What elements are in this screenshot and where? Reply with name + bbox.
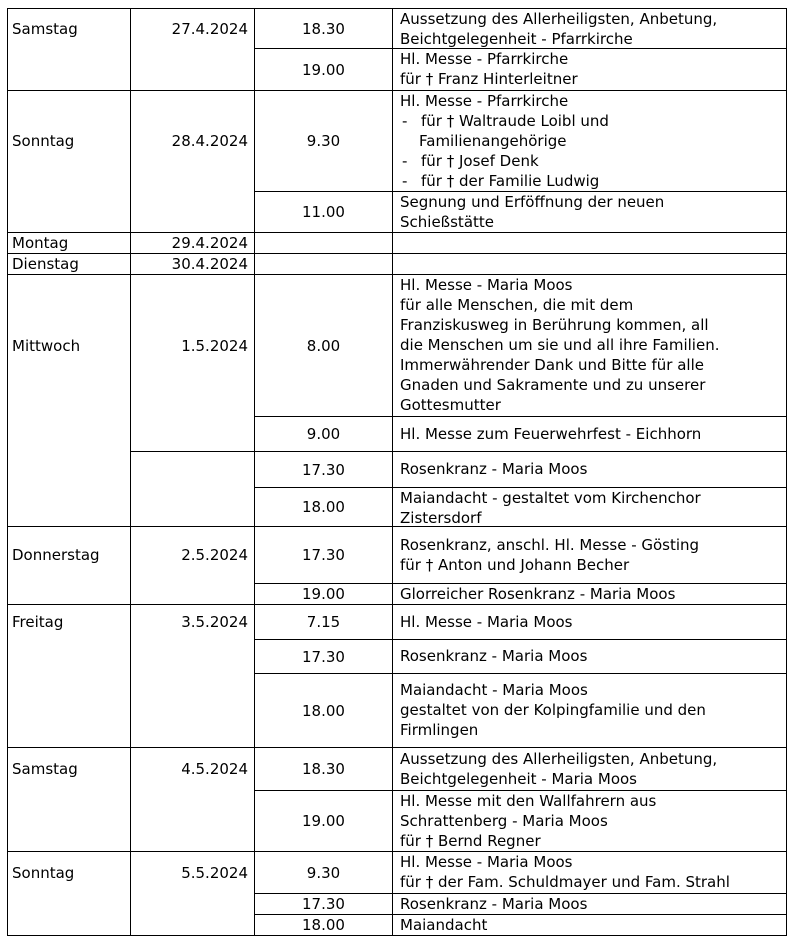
row-divider <box>7 253 787 254</box>
time-cell: 18.00 <box>302 498 345 516</box>
description-line: Glorreicher Rosenkranz - Maria Moos <box>400 585 676 603</box>
description-cell <box>393 915 786 935</box>
description-line: Hl. Messe - Pfarrkirche <box>400 50 569 68</box>
day-cell: Freitag <box>12 613 64 631</box>
description-line: Firmlingen <box>400 721 479 739</box>
description-line: für alle Menschen, die mit dem <box>400 296 634 314</box>
description-cell <box>393 417 786 451</box>
time-cell: 17.30 <box>302 647 345 666</box>
description-line: Maiandacht <box>400 916 488 934</box>
description-line: Hl. Messe - Maria Moos <box>400 613 573 631</box>
description-line: Aussetzung des Allerheiligsten, Anbetung, <box>400 750 718 768</box>
description-line: - für † der Familie Ludwig <box>402 172 600 190</box>
description-cell <box>393 527 786 583</box>
time-cell: 19.00 <box>302 585 345 603</box>
time-cell <box>255 233 392 253</box>
time-cell: 17.30 <box>302 895 345 913</box>
column-divider <box>392 8 393 936</box>
row-divider <box>254 487 787 488</box>
row-divider <box>7 274 787 275</box>
description-cell <box>393 9 786 48</box>
time-cell: 8.00 <box>306 336 341 355</box>
time-cell: 18.00 <box>302 916 345 934</box>
description-line: die Menschen um sie und all ihre Familien. <box>400 336 720 354</box>
description-cell <box>393 894 786 914</box>
row-divider <box>254 451 787 452</box>
description-line: Hl. Messe - Maria Moos <box>400 853 573 871</box>
description-line: Schrattenberg - Maria Moos <box>400 812 608 830</box>
row-divider <box>7 232 787 233</box>
description-line: Rosenkranz - Maria Moos <box>400 895 588 913</box>
description-line: für † Franz Hinterleitner <box>400 70 578 88</box>
date-cell: 1.5.2024 <box>181 336 248 355</box>
description-cell <box>393 488 786 526</box>
description-line: Segnung und Erföffnung der neuen <box>400 193 665 211</box>
description-line: gestaltet von der Kolpingfamilie und den <box>400 701 706 719</box>
date-cell: 28.4.2024 <box>171 132 248 150</box>
row-divider <box>254 639 787 640</box>
description-cell <box>393 254 786 274</box>
row-divider <box>254 416 787 417</box>
time-cell <box>255 254 392 274</box>
description-line: Aussetzung des Allerheiligsten, Anbetung, <box>400 10 718 28</box>
row-divider <box>7 935 787 936</box>
day-cell: Sonntag <box>12 863 75 882</box>
description-line: Beichtgelegenheit - Pfarrkirche <box>400 30 633 48</box>
description-line: Hl. Messe - Pfarrkirche <box>400 92 569 110</box>
time-cell: 19.00 <box>302 60 345 79</box>
row-divider <box>254 48 787 49</box>
time-cell: 9.30 <box>306 132 341 150</box>
day-cell: Samstag <box>12 760 78 778</box>
description-cell <box>393 275 786 416</box>
description-line: für † der Fam. Schuldmayer und Fam. Strahl <box>400 873 730 891</box>
date-cell: 30.4.2024 <box>171 255 248 273</box>
description-line: Franziskusweg in Berührung kommen, all <box>400 316 709 334</box>
description-cell <box>393 748 786 790</box>
description-line: Rosenkranz, anschl. Hl. Messe - Gösting <box>400 536 700 554</box>
description-line: Beichtgelegenheit - Maria Moos <box>400 770 637 788</box>
row-divider <box>130 451 255 452</box>
description-line: - für † Waltraude Loibl und <box>402 112 609 130</box>
time-cell: 17.30 <box>302 460 345 479</box>
description-cell <box>393 791 786 851</box>
day-cell: Sonntag <box>12 132 75 150</box>
description-cell <box>393 233 786 253</box>
description-cell <box>393 452 786 487</box>
description-cell <box>393 640 786 673</box>
description-cell <box>393 605 786 639</box>
row-divider <box>254 191 787 192</box>
time-cell: 9.00 <box>306 425 341 443</box>
row-divider <box>254 583 787 584</box>
row-divider <box>254 914 787 915</box>
column-divider <box>786 8 787 936</box>
row-divider <box>7 851 787 852</box>
description-line: Hl. Messe - Maria Moos <box>400 276 573 294</box>
row-divider <box>7 526 787 527</box>
row-divider <box>7 8 787 9</box>
description-line: Hl. Messe zum Feuerwehrfest - Eichhorn <box>400 425 702 443</box>
description-line: Maiandacht - Maria Moos <box>400 681 588 699</box>
description-cell <box>393 584 786 604</box>
date-cell: 27.4.2024 <box>171 19 248 38</box>
description-line: für † Bernd Regner <box>400 832 541 850</box>
time-cell: 18.00 <box>302 701 345 720</box>
description-cell <box>393 49 786 90</box>
time-cell: 9.30 <box>306 863 341 882</box>
description-line: Zistersdorf <box>400 509 482 526</box>
time-cell: 18.30 <box>302 760 345 778</box>
date-cell: 3.5.2024 <box>181 613 248 631</box>
time-cell: 11.00 <box>302 203 345 221</box>
description-line: Immerwährender Dank und Bitte für alle <box>400 356 704 374</box>
row-divider <box>254 893 787 894</box>
description-cell <box>393 91 786 191</box>
description-line: Gottesmutter <box>400 396 501 414</box>
time-cell: 18.30 <box>302 19 345 38</box>
date-cell: 4.5.2024 <box>181 760 248 778</box>
description-line: Familienangehörige <box>419 132 567 150</box>
day-cell: Samstag <box>12 19 78 38</box>
description-line: für † Anton und Johann Becher <box>400 556 630 574</box>
description-cell <box>393 674 786 747</box>
row-divider <box>7 747 787 748</box>
description-line: Gnaden und Sakramente und zu unserer <box>400 376 706 394</box>
description-line: - für † Josef Denk <box>402 152 539 170</box>
day-cell: Montag <box>12 234 69 252</box>
description-line: Rosenkranz - Maria Moos <box>400 647 588 665</box>
description-line: Rosenkranz - Maria Moos <box>400 460 588 478</box>
day-cell: Dienstag <box>12 255 79 273</box>
description-cell <box>393 852 786 893</box>
description-line: Schießstätte <box>400 213 494 231</box>
day-cell: Donnerstag <box>12 546 100 564</box>
time-cell: 7.15 <box>306 613 341 631</box>
row-divider <box>254 673 787 674</box>
time-cell: 19.00 <box>302 812 345 830</box>
description-line: Maiandacht - gestaltet vom Kirchenchor <box>400 489 701 507</box>
row-divider <box>7 90 787 91</box>
row-divider <box>7 604 787 605</box>
day-cell: Mittwoch <box>12 336 81 355</box>
description-line: Hl. Messe mit den Wallfahrern aus <box>400 792 657 810</box>
description-cell <box>393 192 786 232</box>
column-divider <box>130 8 131 936</box>
date-cell: 2.5.2024 <box>181 546 248 564</box>
time-cell: 17.30 <box>302 546 345 564</box>
date-cell: 5.5.2024 <box>181 863 248 882</box>
column-divider <box>7 8 8 936</box>
column-divider <box>254 8 255 936</box>
date-cell: 29.4.2024 <box>171 234 248 252</box>
row-divider <box>254 790 787 791</box>
